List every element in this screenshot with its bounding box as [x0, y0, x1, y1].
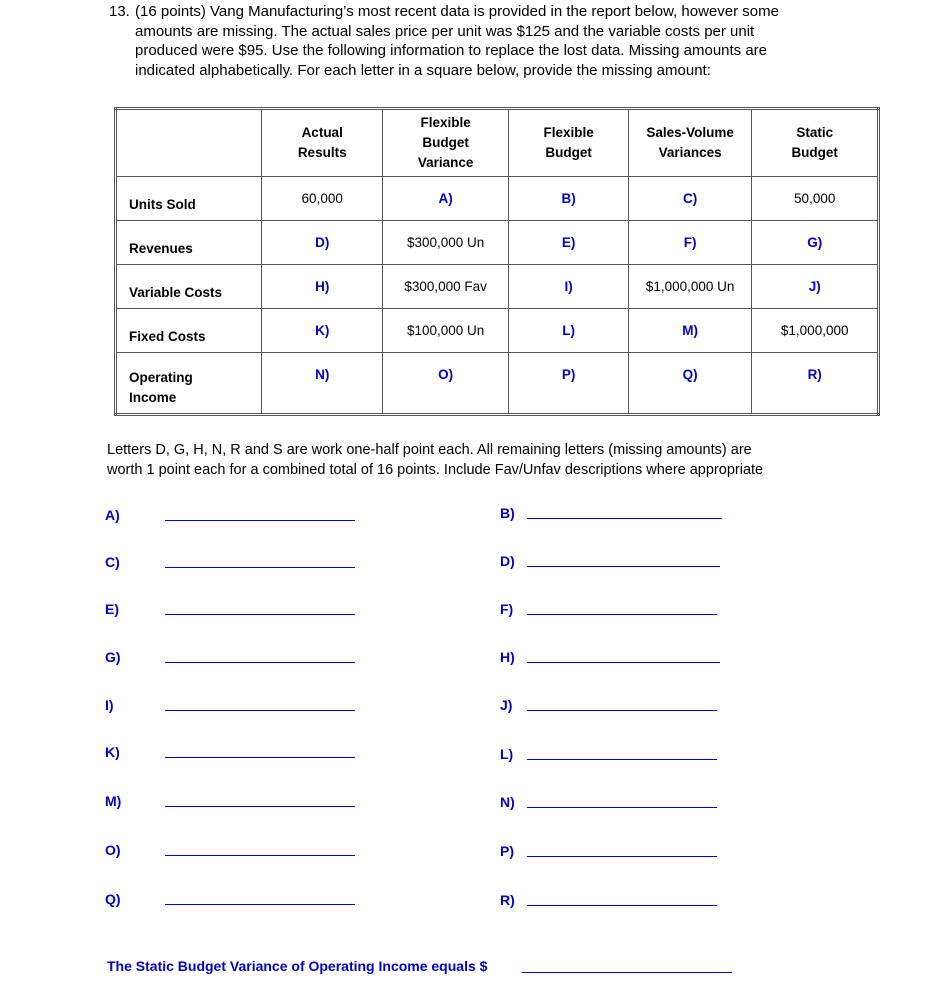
header-flexible-budget-variance — [382, 109, 508, 177]
question-line-2: amounts are missing. The actual sales price per unit was $125 and the variable costs per unit — [135, 22, 755, 40]
table-cell: $1,000,000 Un — [628, 265, 752, 309]
answer-blank-m[interactable] — [165, 806, 355, 807]
answer-blank-l[interactable] — [527, 759, 717, 760]
answer-label-n: N) — [500, 794, 515, 810]
answer-blank-a[interactable] — [165, 520, 355, 521]
question-line-3: produced were $95. Use the following information to replace the lost data. Missing amounts are — [135, 42, 768, 59]
answer-label-h: H) — [500, 649, 515, 665]
row-label: Revenues — [116, 221, 262, 265]
header-static-budget — [752, 109, 879, 177]
answer-label-b: B) — [500, 505, 515, 521]
header-row — [116, 109, 879, 177]
row-label: Units Sold — [116, 177, 262, 221]
answer-label-p: P) — [500, 843, 514, 859]
header-blank — [116, 109, 262, 177]
static-budget-variance-blank[interactable] — [522, 972, 732, 973]
table-cell: N) — [262, 353, 382, 415]
header-label: Sales-Volume Variances — [646, 125, 734, 160]
table-cell: 60,000 — [262, 177, 382, 221]
answer-label-f: F) — [500, 601, 514, 617]
answer-blank-i[interactable] — [165, 710, 355, 711]
answer-blank-r[interactable] — [527, 905, 717, 906]
grading-note — [107, 440, 847, 480]
table-cell: R) — [752, 353, 879, 415]
table-cell: $300,000 Fav — [382, 265, 508, 309]
header-label: Actual Results — [297, 125, 347, 160]
answer-label-k: K) — [105, 744, 120, 760]
question-line-4: indicated alphabetically. For each letter in a square below, provide the missing amount: — [135, 61, 711, 79]
answer-label-d: D) — [500, 553, 515, 569]
header-label: Flexible Budget Variance — [417, 115, 474, 170]
row-label: Fixed Costs — [116, 309, 262, 353]
table-row-operating-income — [116, 353, 879, 415]
table-row-revenues — [116, 221, 879, 265]
table-cell: C) — [628, 177, 752, 221]
answer-blank-c[interactable] — [165, 567, 355, 568]
table-cell: 50,000 — [752, 177, 879, 221]
answer-label-j: J) — [500, 697, 513, 713]
note-line-1: Letters D, G, H, N, R and S are work one-half point each. All remaining letters (missing amounts) are — [107, 442, 752, 458]
answer-blank-k[interactable] — [165, 757, 355, 758]
row-label-text: Operating Income — [129, 370, 193, 405]
answer-label-m: M) — [105, 793, 122, 809]
question-line-1: (16 points) Vang Manufacturing’s most recent data is provided in the report below, however some — [135, 3, 779, 20]
table-cell: $300,000 Un — [382, 221, 508, 265]
answer-blank-h[interactable] — [527, 662, 720, 663]
answer-label-o: O) — [105, 842, 121, 858]
budget-report-table — [114, 107, 880, 416]
answer-label-i: I) — [105, 697, 114, 713]
answer-blank-o[interactable] — [165, 855, 355, 856]
answer-label-e: E) — [105, 601, 119, 617]
table-row-fixed-costs — [116, 309, 879, 353]
answer-label-a: A) — [105, 507, 120, 523]
table-cell: F) — [628, 221, 752, 265]
answer-blank-n[interactable] — [527, 807, 717, 808]
header-actual-results — [262, 109, 382, 177]
table-cell: K) — [262, 309, 382, 353]
table-cell: $1,000,000 — [752, 309, 879, 353]
header-flexible-budget — [509, 109, 628, 177]
answer-label-g: G) — [105, 649, 121, 665]
static-budget-variance-label: The Static Budget Variance of Operating Income equals $ — [107, 958, 488, 974]
question-text — [109, 2, 850, 80]
table-cell: H) — [262, 265, 382, 309]
answer-label-q: Q) — [105, 891, 121, 907]
answer-label-r: R) — [500, 892, 515, 908]
table-cell: L) — [509, 309, 628, 353]
table-cell: $100,000 Un — [382, 309, 508, 353]
table-cell: B) — [509, 177, 628, 221]
answer-blank-q[interactable] — [165, 904, 355, 905]
answer-label-l: L) — [500, 746, 514, 762]
header-label: Static Budget — [791, 125, 838, 160]
answer-blank-b[interactable] — [527, 518, 722, 519]
question-number: 13. — [109, 3, 130, 20]
table-cell: I) — [509, 265, 628, 309]
note-line-2: worth 1 point each for a combined total of 16 points. Include Fav/Unfav descriptions where appropriate — [107, 462, 764, 478]
row-label — [116, 353, 262, 415]
answer-blank-d[interactable] — [527, 566, 720, 567]
table-cell: Q) — [628, 353, 752, 415]
table-cell: J) — [752, 265, 879, 309]
header-sales-volume-variances — [628, 109, 752, 177]
table-row-units-sold — [116, 177, 879, 221]
table-cell: O) — [382, 353, 508, 415]
table-cell: A) — [382, 177, 508, 221]
table-row-variable-costs — [116, 265, 879, 309]
answer-blank-f[interactable] — [527, 614, 717, 615]
answer-blank-p[interactable] — [527, 856, 717, 857]
row-label: Variable Costs — [116, 265, 262, 309]
answer-blank-j[interactable] — [527, 710, 717, 711]
table-cell: G) — [752, 221, 879, 265]
table-cell: D) — [262, 221, 382, 265]
table-cell: P) — [509, 353, 628, 415]
table-cell: E) — [509, 221, 628, 265]
table-cell: M) — [628, 309, 752, 353]
answer-blank-g[interactable] — [165, 662, 355, 663]
answer-blank-e[interactable] — [165, 614, 355, 615]
answer-label-c: C) — [105, 554, 120, 570]
header-label: Flexible Budget — [543, 125, 594, 160]
